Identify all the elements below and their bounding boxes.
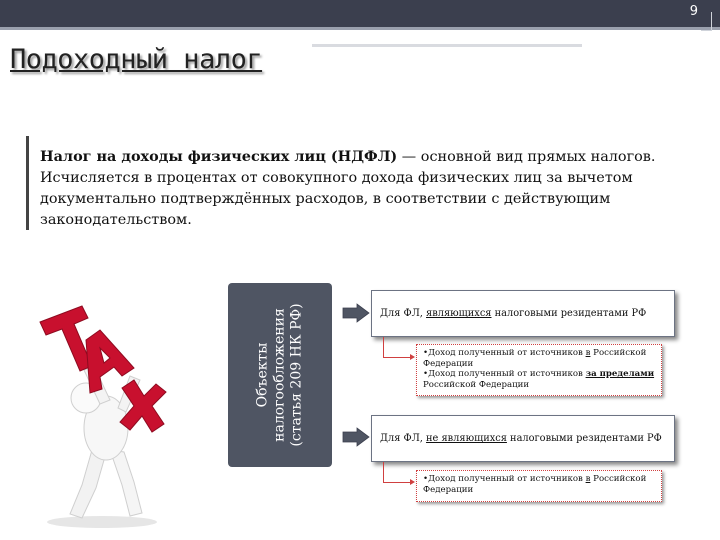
connector-arrowhead-icon [410, 479, 415, 485]
objects-line-3: (статья 209 НК РФ) [288, 303, 305, 447]
page-number: 9 [689, 4, 698, 19]
arrow-right-icon [342, 303, 370, 323]
objects-line-2: налогообложения [271, 308, 288, 442]
arrow-right-icon [342, 427, 370, 447]
intro-accent-bar [26, 136, 29, 230]
residents-category-box [371, 290, 675, 337]
objects-line-1: Объекты [254, 342, 271, 408]
intro-term: Налог на доходы физических лиц (НДФЛ) [40, 148, 398, 165]
corner-frame [701, 12, 712, 31]
connector-arrowhead-icon [410, 354, 415, 360]
slide-title: Подоходный налог [10, 44, 263, 75]
nonresidents-category-text: Для ФЛ, не являющихся налоговыми резидентами РФ [380, 433, 662, 444]
list-item: •Доход полученный от источников в Российской Федерации [423, 474, 647, 495]
header-stripe [0, 27, 720, 30]
nonresidents-category-box [371, 415, 675, 462]
nonresidents-income-list [416, 470, 662, 502]
intro-paragraph [40, 146, 680, 231]
taxation-objects-label [255, 303, 306, 446]
header-bar [0, 0, 720, 27]
nonresidents-connector [383, 462, 412, 483]
tax-burden-illustration [30, 300, 168, 530]
list-item: •Доход полученный от источников в Российской Федерации [423, 348, 647, 369]
intro-definition: — основной вид прямых налогов. Исчисляется в процентах от совокупного дохода физических лиц за вычетом документально подтверждённых расходов, в соответствии с действующим законодательством. [40, 149, 656, 228]
residents-connector [383, 337, 412, 358]
taxation-objects-box [228, 283, 332, 467]
title-rule [312, 44, 582, 47]
residents-income-list [416, 344, 662, 396]
residents-category-text: Для ФЛ, являющихся налоговыми резидентами РФ [380, 308, 647, 319]
list-item: •Доход полученный от источников за пределами Российской Федерации [423, 369, 655, 390]
